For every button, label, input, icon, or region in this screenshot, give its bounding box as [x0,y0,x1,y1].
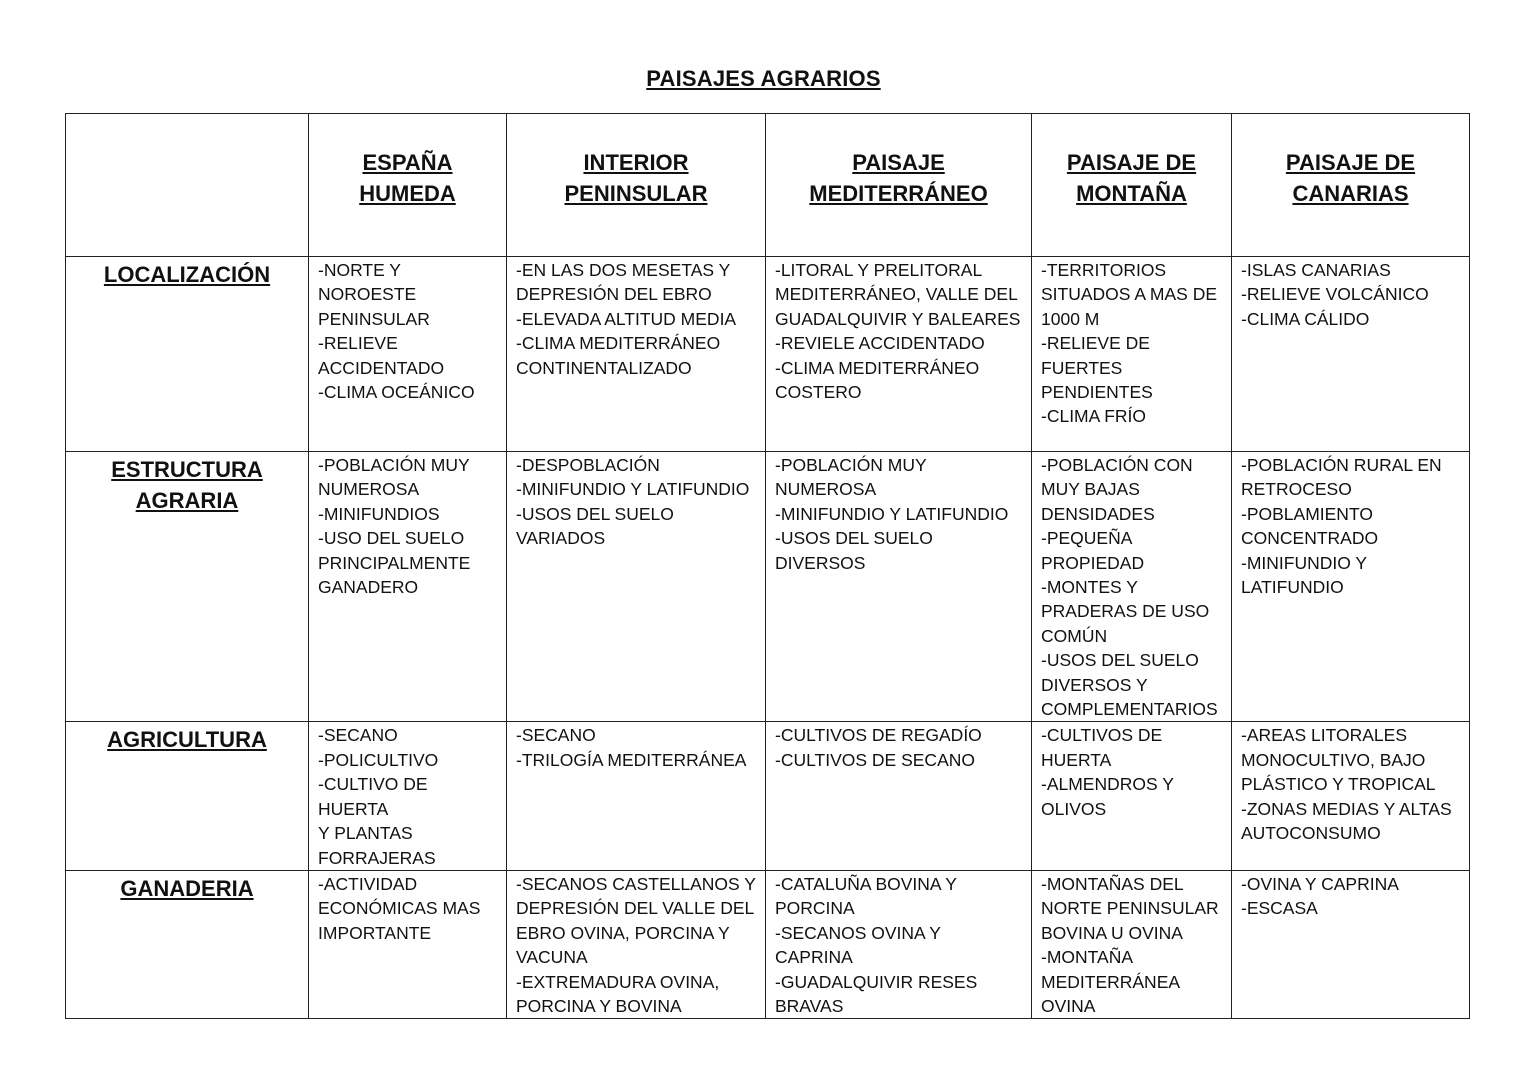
column-header-line: MEDITERRÁNEO [809,181,988,206]
row-header-line: GANADERIA [120,875,254,901]
table-cell [766,722,1032,870]
column-header-paisaje-mediterraneo [766,114,1032,257]
column-header-line: PENINSULAR [564,181,708,206]
column-header-paisaje-canarias [1232,114,1470,257]
table-cell [1232,722,1470,870]
column-header-line: MONTAÑA [1076,181,1187,206]
column-header-line: PAISAJE DE [1066,150,1197,175]
column-header-interior-peninsular [507,114,766,257]
cell-text: -POBLACIÓN MUY NUMEROSA -MINIFUNDIOS -USO DEL SUELO PRINCIPALMENTE GANADERO [318,455,471,598]
cell-text: -SECANO -POLICULTIVO -CULTIVO DE HUERTA Y PLANTAS FORRAJERAS [318,725,439,868]
table-cell [507,257,766,452]
landscape-table [65,113,1470,1019]
table-cell [507,722,766,870]
table-cell [309,870,507,1018]
cell-text: -ACTIVIDAD ECONÓMICAS MAS IMPORTANTE [318,873,481,943]
table-cell [1232,870,1470,1018]
column-header-line: PAISAJE DE [1285,150,1416,175]
cell-text: -POBLACIÓN RURAL EN RETROCESO -POBLAMIENTO CONCENTRADO -MINIFUNDIO Y LATIFUNDIO [1241,455,1442,598]
table-row-estructura-agraria [66,452,1470,722]
column-header-line: HUMEDA [359,181,456,206]
table-cell [766,870,1032,1018]
table-cell [1032,257,1232,452]
table-cell [1032,722,1232,870]
table-cell [1232,452,1470,722]
corner-cell [66,114,309,257]
table-cell [309,722,507,870]
column-header-espana-humeda [309,114,507,257]
cell-text: -AREAS LITORALES MONOCULTIVO, BAJO PLÁSTICO Y TROPICAL -ZONAS MEDIAS Y ALTAS AUTOCONSUMO [1241,725,1452,844]
row-header-line: LOCALIZACIÓN [103,262,271,287]
cell-text: -TERRITORIOS SITUADOS A MAS DE 1000 M -RELIEVE DE FUERTES PENDIENTES -CLIMA FRÍO [1041,260,1218,427]
cell-text: -POBLACIÓN MUY NUMEROSA -MINIFUNDIO Y LATIFUNDIO -USOS DEL SUELO DIVERSOS [775,455,1009,573]
cell-text: -POBLACIÓN CON MUY BAJAS DENSIDADES -PEQUEÑA PROPIEDAD -MONTES Y PRADERAS DE USO COMÚN -USOS DEL SUELO DIVERSOS Y COMPLEMENTARIOS [1041,455,1218,720]
cell-text: -OVINA Y CAPRINA -ESCASA [1241,873,1399,919]
table-cell [766,452,1032,722]
cell-text: -CATALUÑA BOVINA Y PORCINA -SECANOS OVINA Y CAPRINA -GUADALQUIVIR RESES BRAVAS [775,873,978,1016]
column-header-paisaje-montana [1032,114,1232,257]
row-header-ganaderia [66,870,309,1018]
table-row-localizacion [66,257,1470,452]
header-row [66,114,1470,257]
column-header-line: ESPAÑA [362,150,453,175]
document-title: PAISAJES AGRARIOS [646,66,881,91]
cell-text: -DESPOBLACIÓN -MINIFUNDIO Y LATIFUNDIO -USOS DEL SUELO VARIADOS [516,455,750,549]
cell-text: -EN LAS DOS MESETAS Y DEPRESIÓN DEL EBRO -ELEVADA ALTITUD MEDIA -CLIMA MEDITERRÁNEO CONTINENTALIZADO [516,260,737,378]
cell-text: -SECANO -TRILOGÍA MEDITERRÁNEA [516,725,747,770]
table-row-ganaderia [66,870,1470,1018]
table-cell [507,870,766,1018]
cell-text: -CULTIVOS DE REGADÍO -CULTIVOS DE SECANO [775,725,982,770]
table-cell [309,257,507,452]
cell-text: -ISLAS CANARIAS -RELIEVE VOLCÁNICO -CLIMA CÁLIDO [1241,260,1429,329]
table-cell [1232,257,1470,452]
table-row-agricultura [66,722,1470,870]
column-header-line: CANARIAS [1292,181,1409,206]
row-header-line: ESTRUCTURA [111,457,263,482]
cell-text: -MONTAÑAS DEL NORTE PENINSULAR BOVINA U OVINA -MONTAÑA MEDITERRÁNEA OVINA [1041,873,1219,1016]
table-cell [1032,452,1232,722]
cell-text: -SECANOS CASTELLANOS Y DEPRESIÓN DEL VALLE DEL EBRO OVINA, PORCINA Y VACUNA -EXTREMADURA OVINA, PORCINA Y BOVINA [516,873,756,1016]
row-header-agricultura [66,722,309,870]
cell-text: -CULTIVOS DE HUERTA -ALMENDROS Y OLIVOS [1041,725,1174,819]
cell-text: -NORTE Y NOROESTE PENINSULAR -RELIEVE ACCIDENTADO -CLIMA OCEÁNICO [318,260,475,403]
table-cell [1032,870,1232,1018]
row-header-localizacion [66,257,309,452]
table-cell [507,452,766,722]
row-header-estructura-agraria [66,452,309,722]
table-cell [309,452,507,722]
column-header-line: PAISAJE [852,150,945,175]
column-header-line: INTERIOR [583,150,689,175]
table-cell [766,257,1032,452]
row-header-line: AGRARIA [135,488,239,513]
row-header-line: AGRICULTURA [107,727,267,753]
cell-text: -LITORAL Y PRELITORAL MEDITERRÁNEO, VALLE DEL GUADALQUIVIR Y BALEARES -REVIELE ACCIDENTADO -CLIMA MEDITERRÁNEO COSTERO [775,260,1021,403]
